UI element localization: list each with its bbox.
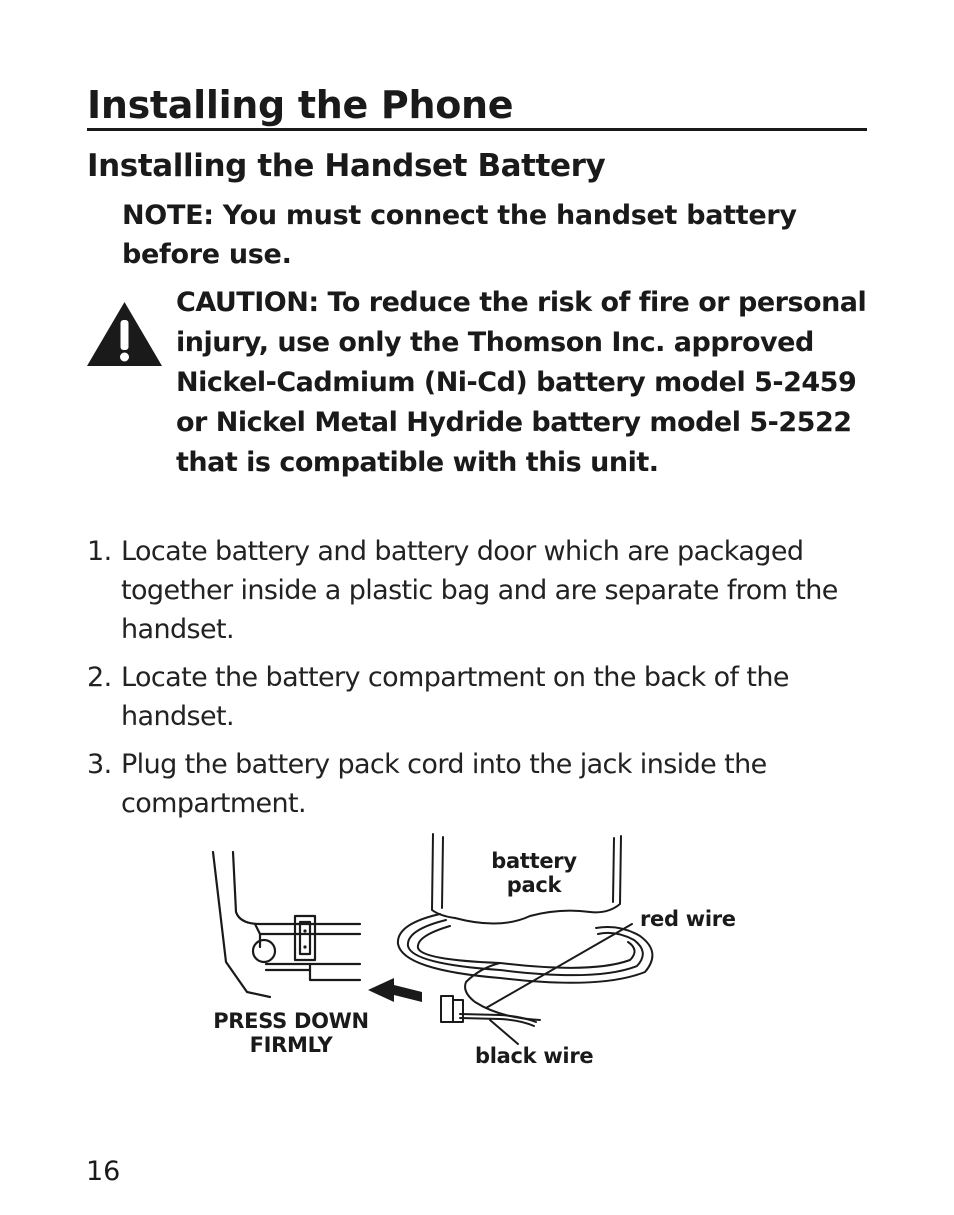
- list-item: [87, 532, 867, 649]
- warning-triangle-icon: [86, 300, 163, 368]
- note-text: NOTE: You must connect the handset battery before use.: [122, 200, 797, 270]
- page-number: 16: [86, 1156, 121, 1187]
- battery-installation-diagram: [200, 832, 760, 1082]
- step-text: Plug the battery pack cord into the jack inside the compartment.: [121, 749, 767, 819]
- step-number: 3.: [87, 749, 112, 780]
- page-title: Installing the Phone: [87, 82, 867, 131]
- section-title: Installing the Handset Battery: [87, 148, 606, 184]
- list-item: [87, 658, 867, 736]
- battery-pack-label-line2: pack: [506, 873, 562, 897]
- step-text: Locate the battery compartment on the back of the handset.: [121, 662, 789, 732]
- step-text: Locate battery and battery door which are packaged together inside a plastic bag and are separate from the handset.: [121, 536, 838, 645]
- caution-text: CAUTION: To reduce the risk of fire or personal injury, use only the Thomson Inc. approved Nickel-Cadmium (Ni-Cd) battery model 5-2459 or Nickel Metal Hydride battery model 5-2522 that is compatible with this unit.: [176, 287, 867, 478]
- press-down-label-line1: PRESS DOWN: [213, 1009, 369, 1033]
- black-wire-label: black wire: [475, 1044, 594, 1068]
- steps-list: [87, 532, 867, 832]
- step-number: 2.: [87, 662, 112, 693]
- step-number: 1.: [87, 536, 112, 567]
- battery-pack-label-line1: battery: [491, 849, 577, 873]
- list-item: [87, 745, 867, 823]
- red-wire-label: red wire: [640, 907, 736, 931]
- press-down-label-line2: FIRMLY: [249, 1033, 333, 1057]
